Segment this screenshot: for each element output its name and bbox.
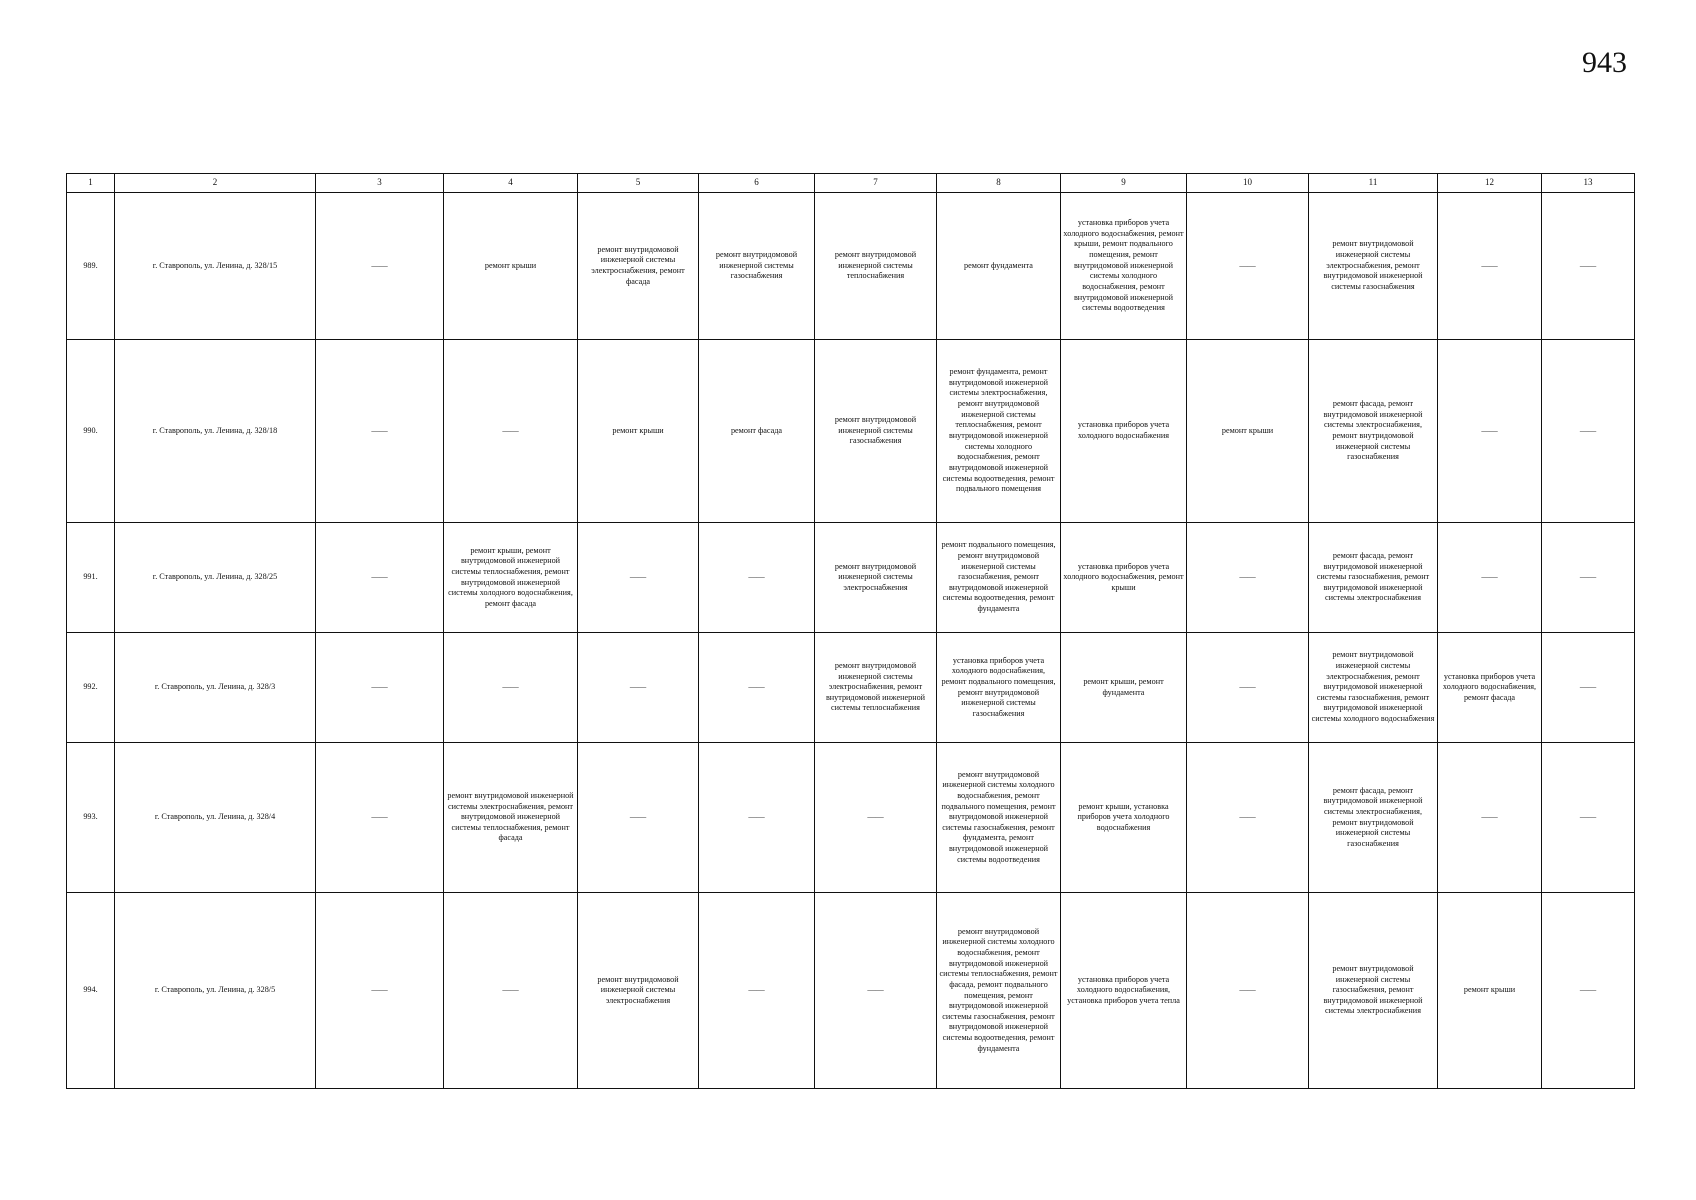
row-number: 991. [67, 523, 115, 633]
table-cell: —— [1187, 523, 1309, 633]
table-cell: установка приборов учета холодного водоснабжения [1061, 340, 1187, 523]
table-cell: ремонт внутридомовой инженерной системы теплоснабжения [815, 193, 937, 340]
table-cell: ремонт крыши [578, 340, 699, 523]
table-cell: —— [1542, 743, 1635, 893]
table-cell: ремонт фасада [699, 340, 815, 523]
column-number: 10 [1187, 174, 1309, 193]
table-cell: —— [1542, 340, 1635, 523]
table-cell: ремонт крыши [1438, 893, 1542, 1089]
table-cell: установка приборов учета холодного водоснабжения, ремонт крыши [1061, 523, 1187, 633]
table-cell: —— [1187, 893, 1309, 1089]
table-cell: —— [1438, 340, 1542, 523]
table-cell: —— [444, 893, 578, 1089]
table-cell: —— [578, 633, 699, 743]
table-cell: ремонт крыши [1187, 340, 1309, 523]
table-row [67, 893, 1635, 1089]
table-cell: —— [1542, 193, 1635, 340]
column-number: 7 [815, 174, 937, 193]
column-number: 9 [1061, 174, 1187, 193]
table-cell: —— [1187, 193, 1309, 340]
table-cell: —— [1542, 893, 1635, 1089]
table-cell: ремонт фасада, ремонт внутридомовой инженерной системы электроснабжения, ремонт внутридомовой инженерной системы газоснабжения [1309, 340, 1438, 523]
table-cell: —— [316, 743, 444, 893]
table-cell: ремонт крыши, ремонт фундамента [1061, 633, 1187, 743]
table-cell: —— [1438, 743, 1542, 893]
table-cell: —— [316, 193, 444, 340]
table-row [67, 633, 1635, 743]
table-cell: ремонт крыши, ремонт внутридомовой инженерной системы теплоснабжения, ремонт внутридомовой инженерной системы холодного водоснабжения, ремонт фасада [444, 523, 578, 633]
table-cell: —— [444, 340, 578, 523]
row-number: 989. [67, 193, 115, 340]
column-number: 11 [1309, 174, 1438, 193]
table-cell: —— [815, 743, 937, 893]
table-row [67, 743, 1635, 893]
column-number: 8 [937, 174, 1061, 193]
column-number: 3 [316, 174, 444, 193]
table-cell: —— [1187, 633, 1309, 743]
address-cell: г. Ставрополь, ул. Ленина, д. 328/18 [115, 340, 316, 523]
table-cell: установка приборов учета холодного водоснабжения, установка приборов учета тепла [1061, 893, 1187, 1089]
table-row [67, 340, 1635, 523]
row-number: 994. [67, 893, 115, 1089]
table-cell: —— [699, 523, 815, 633]
table-cell: —— [316, 633, 444, 743]
table-row [67, 523, 1635, 633]
table-cell: —— [1438, 523, 1542, 633]
table-cell: ремонт подвального помещения, ремонт внутридомовой инженерной системы газоснабжения, ремонт внутридомовой инженерной системы водоотведения, ремонт фундамента [937, 523, 1061, 633]
table-cell: —— [316, 893, 444, 1089]
table-cell: —— [1187, 743, 1309, 893]
table-cell: установка приборов учета холодного водоснабжения, ремонт крыши, ремонт подвального помещения, ремонт внутридомовой инженерной системы холодного водоснабжения, ремонт внутридомовой инженерной системы водоотведения [1061, 193, 1187, 340]
table-cell: ремонт фундамента [937, 193, 1061, 340]
table-cell: ремонт фундамента, ремонт внутридомовой инженерной системы электроснабжения, ремонт внутридомовой инженерной системы теплоснабжения, ремонт внутридомовой инженерной системы холодного водоснабжения, ремонт внутридомовой инженерной системы водоотведения, ремонт подвального помещения [937, 340, 1061, 523]
table-cell: —— [1542, 523, 1635, 633]
row-number: 990. [67, 340, 115, 523]
address-cell: г. Ставрополь, ул. Ленина, д. 328/15 [115, 193, 316, 340]
table-cell: ремонт фасада, ремонт внутридомовой инженерной системы газоснабжения, ремонт внутридомовой инженерной системы электроснабжения [1309, 523, 1438, 633]
table-cell: ремонт внутридомовой инженерной системы газоснабжения, ремонт внутридомовой инженерной системы электроснабжения [1309, 893, 1438, 1089]
row-number: 993. [67, 743, 115, 893]
address-cell: г. Ставрополь, ул. Ленина, д. 328/4 [115, 743, 316, 893]
table-cell: —— [444, 633, 578, 743]
table-cell: —— [1542, 633, 1635, 743]
table-cell: ремонт внутридомовой инженерной системы электроснабжения, ремонт внутридомовой инженерной системы газоснабжения, ремонт внутридомовой инженерной системы холодного водоснабжения [1309, 633, 1438, 743]
table-cell: ремонт внутридомовой инженерной системы электроснабжения, ремонт внутридомовой инженерной системы теплоснабжения [815, 633, 937, 743]
column-number: 6 [699, 174, 815, 193]
address-cell: г. Ставрополь, ул. Ленина, д. 328/5 [115, 893, 316, 1089]
table-cell: ремонт внутридомовой инженерной системы газоснабжения [815, 340, 937, 523]
table-cell: установка приборов учета холодного водоснабжения, ремонт подвального помещения, ремонт внутридомовой инженерной системы газоснабжения [937, 633, 1061, 743]
table-cell: ремонт внутридомовой инженерной системы электроснабжения [815, 523, 937, 633]
repair-schedule-table [66, 173, 1635, 1089]
row-number: 992. [67, 633, 115, 743]
column-number: 2 [115, 174, 316, 193]
table-cell: —— [699, 633, 815, 743]
table-cell: ремонт внутридомовой инженерной системы электроснабжения [578, 893, 699, 1089]
table-cell: —— [316, 340, 444, 523]
table-cell: ремонт крыши, установка приборов учета холодного водоснабжения [1061, 743, 1187, 893]
table-cell: ремонт крыши [444, 193, 578, 340]
table-cell: ремонт внутридомовой инженерной системы холодного водоснабжения, ремонт внутридомовой инженерной системы теплоснабжения, ремонт фасада, ремонт подвального помещения, ремонт внутридомовой инженерной системы газоснабжения, ремонт внутридомовой инженерной системы водоотведения, ремонт фундамента [937, 893, 1061, 1089]
table-cell: ремонт внутридомовой инженерной системы электроснабжения, ремонт внутридомовой инженерной системы теплоснабжения, ремонт фасада [444, 743, 578, 893]
column-number: 1 [67, 174, 115, 193]
table-cell: —— [578, 523, 699, 633]
table-cell: —— [1438, 193, 1542, 340]
table-cell: —— [815, 893, 937, 1089]
table-row [67, 193, 1635, 340]
page-number: 943 [1582, 46, 1627, 79]
table-cell: ремонт внутридомовой инженерной системы холодного водоснабжения, ремонт подвального помещения, ремонт внутридомовой инженерной системы газоснабжения, ремонт фундамента, ремонт внутридомовой инженерной системы водоотведения [937, 743, 1061, 893]
address-cell: г. Ставрополь, ул. Ленина, д. 328/3 [115, 633, 316, 743]
table-cell: —— [578, 743, 699, 893]
column-number-row [67, 174, 1635, 193]
table-cell: —— [316, 523, 444, 633]
column-number: 13 [1542, 174, 1635, 193]
table-cell: ремонт внутридомовой инженерной системы электроснабжения, ремонт фасада [578, 193, 699, 340]
table-cell: ремонт фасада, ремонт внутридомовой инженерной системы электроснабжения, ремонт внутридомовой инженерной системы газоснабжения [1309, 743, 1438, 893]
table-cell: ремонт внутридомовой инженерной системы электроснабжения, ремонт внутридомовой инженерной системы газоснабжения [1309, 193, 1438, 340]
column-number: 4 [444, 174, 578, 193]
column-number: 12 [1438, 174, 1542, 193]
address-cell: г. Ставрополь, ул. Ленина, д. 328/25 [115, 523, 316, 633]
column-number: 5 [578, 174, 699, 193]
table-cell: —— [699, 893, 815, 1089]
table-cell: —— [699, 743, 815, 893]
table-cell: установка приборов учета холодного водоснабжения, ремонт фасада [1438, 633, 1542, 743]
table-cell: ремонт внутридомовой инженерной системы газоснабжения [699, 193, 815, 340]
